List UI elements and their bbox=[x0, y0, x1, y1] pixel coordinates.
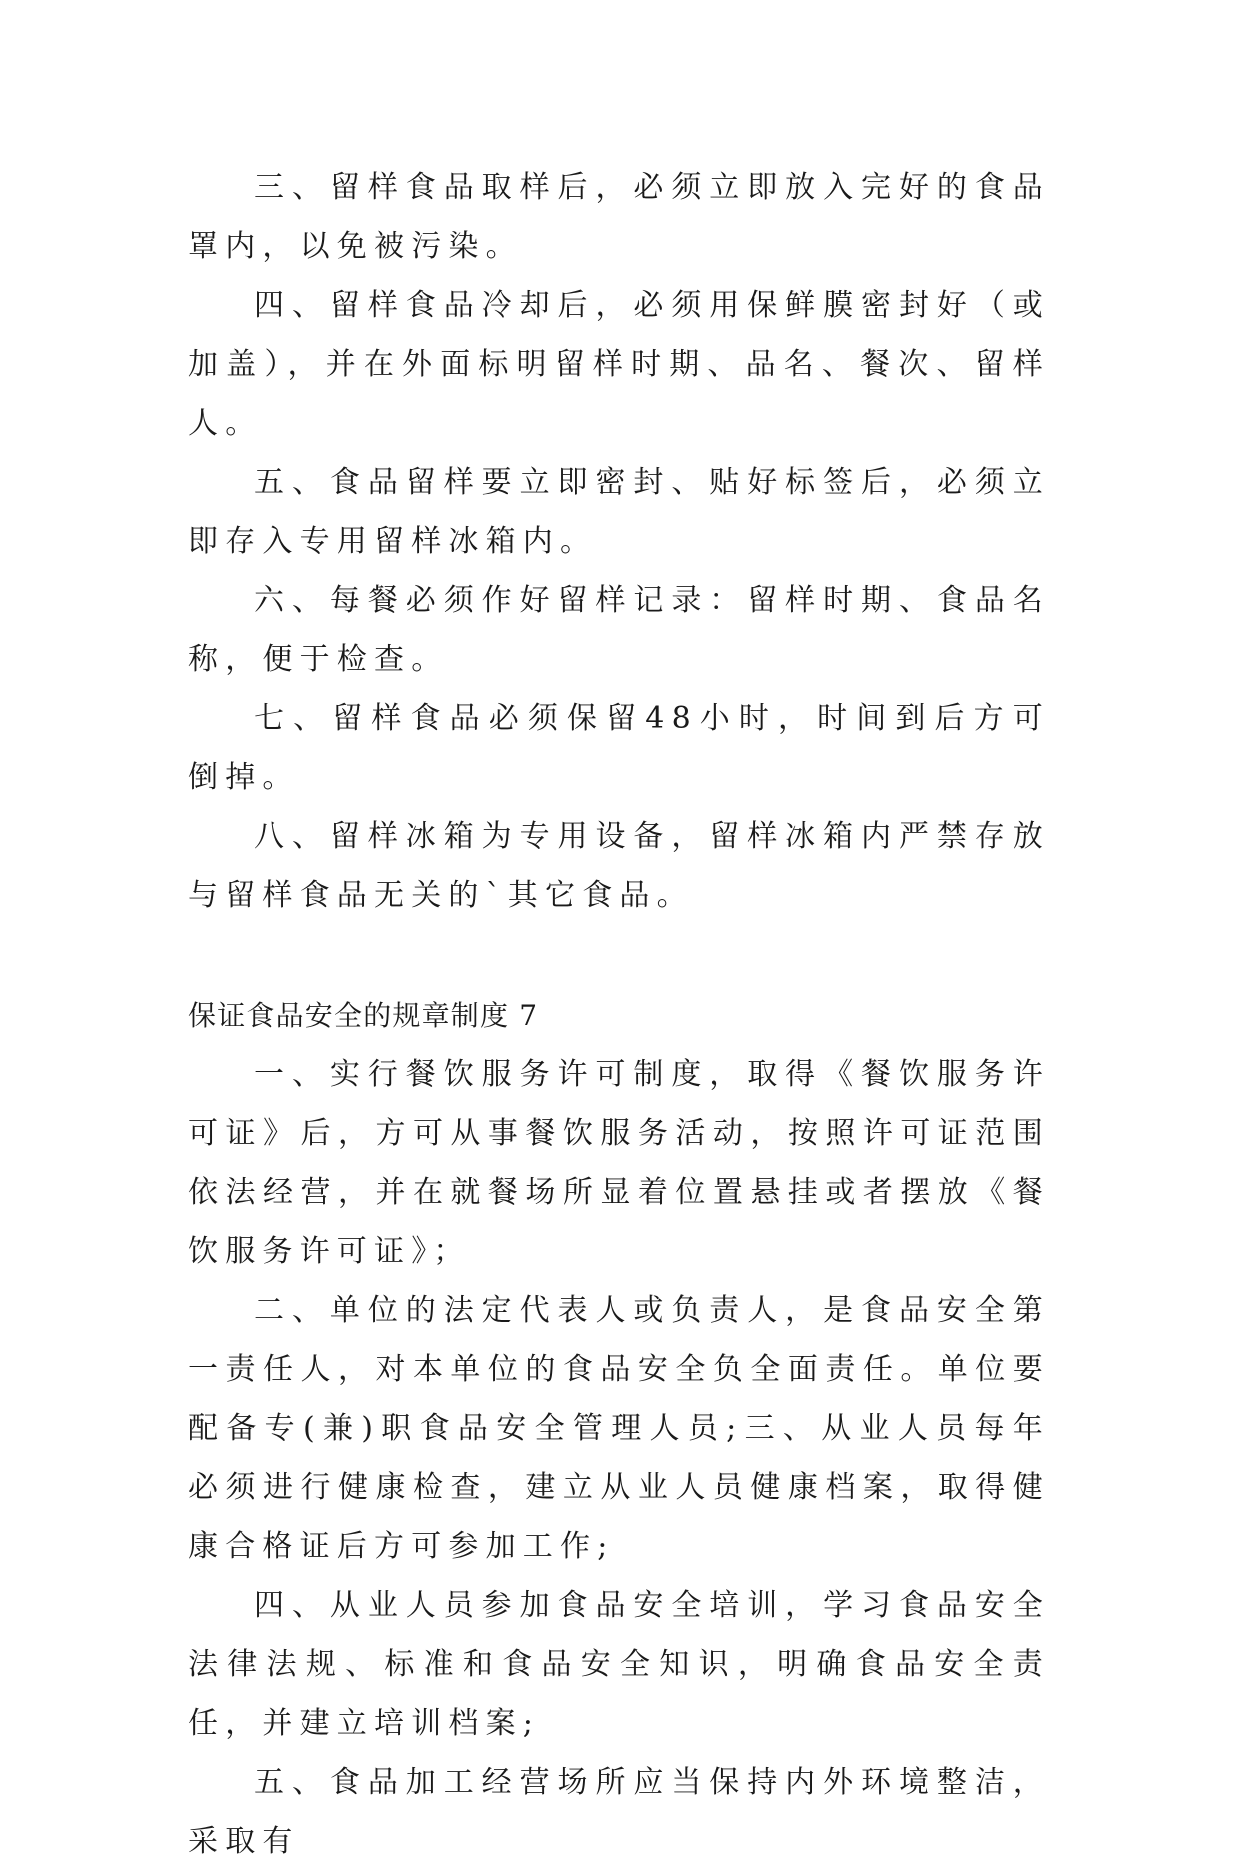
document-body bbox=[188, 158, 1050, 1871]
rule-paragraph-4: 四、从业人员参加食品安全培训，学习食品安全法律法规、标准和食品安全知识，明确食品安全责任，并建立培训档案; bbox=[188, 1588, 1050, 1741]
paragraph-item-7: 七、留样食品必须保留48小时，时间到后方可倒掉。 bbox=[188, 701, 1050, 795]
paragraph-item-4: 四、留样食品冷却后，必须用保鲜膜密封好（或加盖），并在外面标明留样时期、品名、餐次、留样人。 bbox=[188, 288, 1050, 441]
rule-paragraph-2: 二、单位的法定代表人或负责人，是食品安全第一责任人，对本单位的食品安全负全面责任。单位要配备专(兼)职食品安全管理人员;三、从业人员每年必须进行健康检查，建立从业人员健康档案，取得健康合格证后方可参加工作; bbox=[188, 1293, 1050, 1564]
rule-paragraph-1: 一、实行餐饮服务许可制度，取得《餐饮服务许可证》后，方可从事餐饮服务活动，按照许可证范围依法经营，并在就餐场所显着位置悬挂或者摆放《餐饮服务许可证》； bbox=[188, 1057, 1050, 1269]
section-title: 保证食品安全的规章制度 7 bbox=[188, 999, 539, 1032]
rule-paragraph-5: 五、食品加工经营场所应当保持内外环境整洁，采取有 bbox=[188, 1765, 1050, 1859]
paragraph-item-6: 六、每餐必须作好留样记录：留样时期、食品名称，便于检查。 bbox=[188, 583, 1050, 677]
paragraph-item-3: 三、留样食品取样后，必须立即放入完好的食品罩内，以免被污染。 bbox=[188, 170, 1050, 264]
paragraph-item-8: 八、留样冰箱为专用设备，留样冰箱内严禁存放与留样食品无关的`其它食品。 bbox=[188, 819, 1050, 913]
paragraph-item-5: 五、食品留样要立即密封、贴好标签后，必须立即存入专用留样冰箱内。 bbox=[188, 465, 1050, 559]
